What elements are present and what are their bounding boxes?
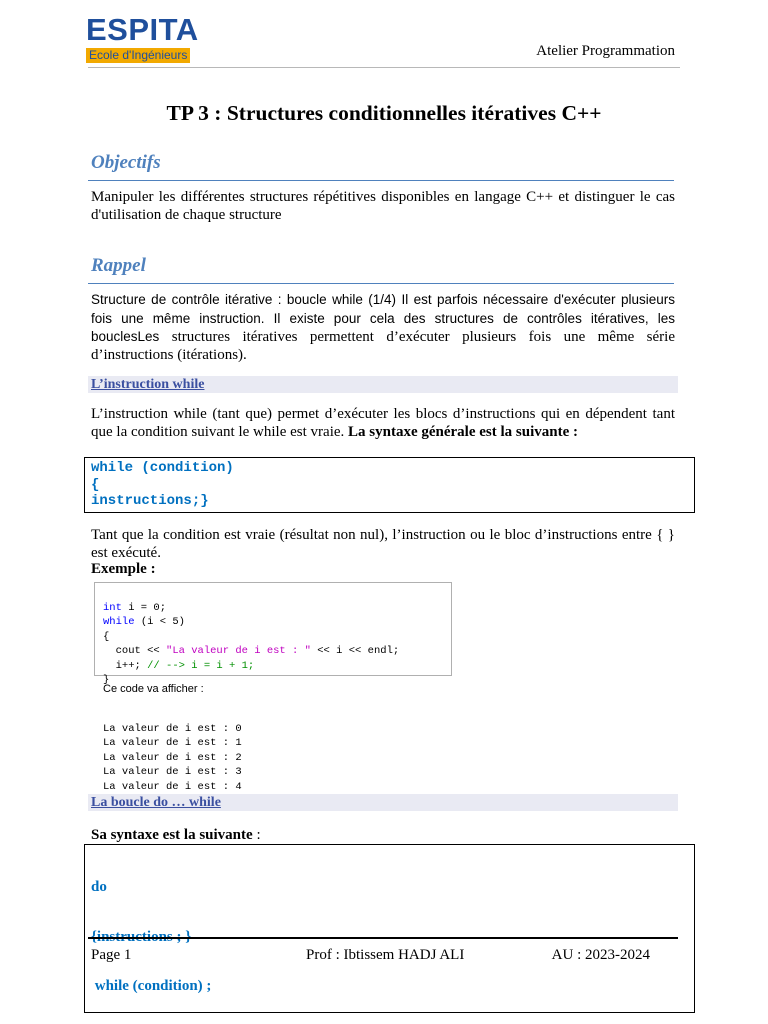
example-label: Exemple :	[91, 561, 156, 577]
syntax-line: while (condition)	[91, 460, 234, 476]
code-line: int i = 0;	[103, 601, 167, 614]
output-line: La valeur de i est : 3	[103, 766, 242, 778]
logo-tagline: Ecole d'Ingénieurs	[86, 48, 190, 63]
syntax-line: do	[91, 879, 107, 895]
while-explanation: Tant que la condition est vraie (résultat non nul), l’instruction ou le bloc d’instructions entre { } est exécuté.	[91, 527, 675, 561]
author: Prof : Ibtissem HADJ ALI	[306, 947, 465, 963]
syntax-line: while (condition) ;	[91, 978, 212, 994]
code-line: i++; // --> i = i + 1;	[103, 659, 255, 672]
syntax-line: {	[91, 476, 100, 493]
header-divider	[88, 67, 680, 68]
logo-name: ESPITA	[86, 12, 199, 47]
rappel-text-sans: Structure de contrôle itérative : boucle while (1/4) Il est parfois nécessaire d'exécuter plusieurs fois une même instruction. Il existe pour cela des structures de contrôles itératives, les bouclesLes	[91, 292, 675, 344]
rappel-rule	[88, 283, 674, 284]
code-line: {	[103, 630, 110, 643]
rappel-text-serif: structures itératives permettent d’exécuter plusieurs fois une même série d’instructions (itérations).	[91, 329, 676, 363]
page-title: TP 3 : Structures conditionnelles itératives C++	[166, 101, 602, 125]
page-number: Page 1	[91, 947, 132, 963]
example-code-block	[94, 582, 452, 686]
rappel-heading: Rappel	[91, 255, 146, 276]
code-line: while (i < 5)	[103, 616, 185, 628]
course-name: Atelier Programmation	[536, 43, 675, 59]
rappel-text	[91, 291, 675, 364]
code-line: cout << "La valeur de i est : " << i << endl;	[103, 645, 400, 657]
dowhile-syntax-box	[84, 844, 695, 1013]
dowhile-subheading: La boucle do … while	[88, 794, 678, 811]
code-line: }	[103, 674, 110, 686]
while-subheading: L’instruction while	[88, 376, 678, 393]
output-line: La valeur de i est : 1	[103, 737, 242, 749]
while-syntax-box	[84, 457, 695, 513]
output-line: La valeur de i est : 4	[103, 780, 242, 793]
output-line: La valeur de i est : 0	[103, 722, 242, 735]
objectifs-heading: Objectifs	[91, 152, 161, 173]
output-line: La valeur de i est : 2	[103, 751, 242, 764]
objectifs-text: Manipuler les différentes structures répétitives disponibles en langage C++ et distinguer le cas d'utilisation de chaque structure	[91, 189, 675, 223]
academic-year: AU : 2023-2024	[551, 947, 650, 963]
output-label: Ce code va afficher :	[103, 683, 204, 695]
objectifs-rule	[88, 180, 674, 181]
while-intro: L’instruction while (tant que) permet d’exécuter les blocs d’instructions qui en dépendent tant que la condition suivant le while est vraie. La syntaxe générale est la suivante :	[91, 406, 675, 440]
footer-divider	[88, 937, 678, 939]
dowhile-intro: Sa syntaxe est la suivante :	[91, 827, 261, 843]
syntax-line: instructions;}	[91, 493, 209, 509]
while-intro-bold: La syntaxe générale est la suivante :	[348, 423, 578, 440]
school-logo	[86, 14, 199, 64]
